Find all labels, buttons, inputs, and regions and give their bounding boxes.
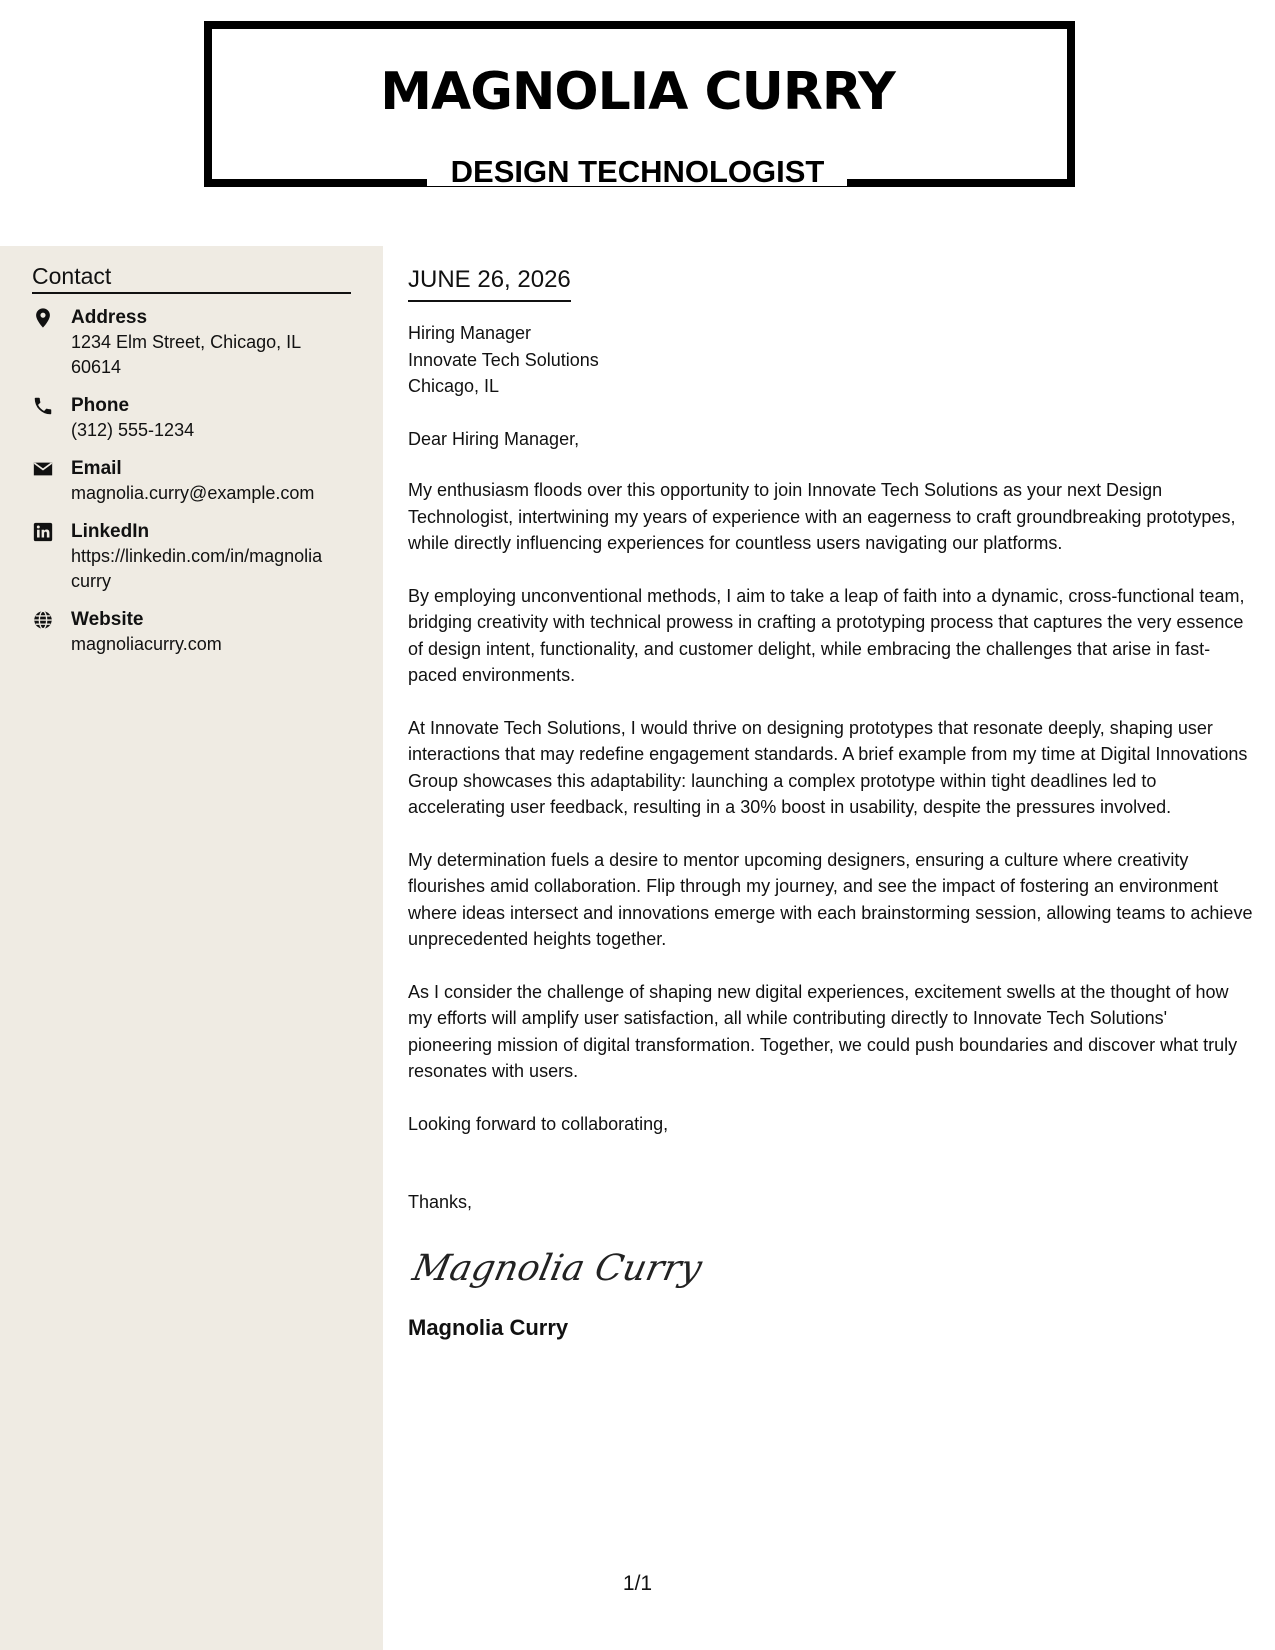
linkedin-link[interactable]: curry — [71, 571, 111, 591]
recipient-line: Hiring Manager — [408, 323, 532, 343]
linkedin-icon — [32, 521, 58, 543]
contact-value: 1234 Elm Street, Chicago, IL — [71, 332, 302, 352]
salutation: Dear Hiring Manager, — [408, 428, 580, 449]
signature-svg — [408, 1238, 706, 1298]
closing: Looking forward to collaborating, — [408, 1113, 669, 1134]
contact-value: magnolia.curry@example.com — [71, 483, 315, 503]
recipient-line: Chicago, IL — [408, 376, 500, 396]
body-paragraph: My determination fuels a desire to mentor upcoming designers, ensuring a culture where creativity flourishes amid collaboration. Flip through my journey, and see the impact of fostering an environment where ideas intersect and innovations emerge with each brainstorming session, allowing teams to achieve unprecedented heights together. — [408, 849, 1253, 949]
letter-date: JUNE 26, 2026 — [408, 262, 571, 302]
linkedin-link[interactable]: https://linkedin.com/in/magnolia — [71, 546, 323, 566]
globe-icon — [32, 609, 58, 631]
printed-name: Magnolia Curry — [408, 1314, 569, 1340]
page-number: 1/1 — [622, 1572, 653, 1595]
signature-text: Magnolia Curry — [409, 1245, 706, 1289]
recipient-line: Innovate Tech Solutions — [408, 349, 599, 370]
recipient-block — [408, 320, 1253, 400]
envelope-icon — [32, 458, 58, 480]
contact-label: Email — [71, 458, 122, 479]
contact-label: Address — [71, 307, 148, 328]
job-title: DESIGN TECHNOLOGIST — [450, 154, 825, 189]
website-link[interactable]: magnoliacurry.com — [71, 634, 222, 654]
signature-image — [408, 1238, 706, 1298]
contact-heading: Contact — [32, 262, 351, 294]
body-paragraph: My enthusiasm floods over this opportunity to join Innovate Tech Solutions as your next Design Technologist, intertwining my years of experience with an eagerness to craft groundbreaking prototypes, while directly influencing experiences for countless users navigating our platforms. — [408, 480, 1236, 553]
body-paragraph: At Innovate Tech Solutions, I would thrive on designing prototypes that resonate deeply, shaping user interactions that may redefine engagement standards. A brief example from my time at Digital Innovations Group showcases this adaptability: launching a complex prototype within tight deadlines led to accelerating user feedback, resulting in a 30% boost in usability, despite the pressures involved. — [408, 717, 1248, 817]
thanks: Thanks, — [408, 1192, 473, 1212]
contact-value: 60614 — [71, 357, 122, 377]
contact-label: Phone — [71, 395, 130, 416]
contact-label: LinkedIn — [71, 521, 150, 542]
contact-label: Website — [71, 609, 144, 630]
body-paragraph: As I consider the challenge of shaping new digital experiences, excitement swells at the thought of how my efforts will amplify user satisfaction, all while contributing directly to Innovate Tech Solutions' pioneering mission of digital transformation. Together, we could push boundaries and discover what truly resonates with users. — [408, 981, 1238, 1081]
body-paragraph: By employing unconventional methods, I aim to take a leap of faith into a dynamic, cross-functional team, bridging creativity with technical prowess in crafting a prototyping process that captures the very essence of design intent, functionality, and customer delight, while embracing the challenges that arise in fast-paced environments. — [408, 585, 1245, 685]
letter-body — [408, 262, 1253, 1342]
contact-value: (312) 555-1234 — [71, 420, 195, 440]
phone-icon — [32, 395, 58, 417]
map-pin-icon — [32, 307, 58, 329]
candidate-name: MAGNOLIA CURRY — [380, 62, 895, 122]
